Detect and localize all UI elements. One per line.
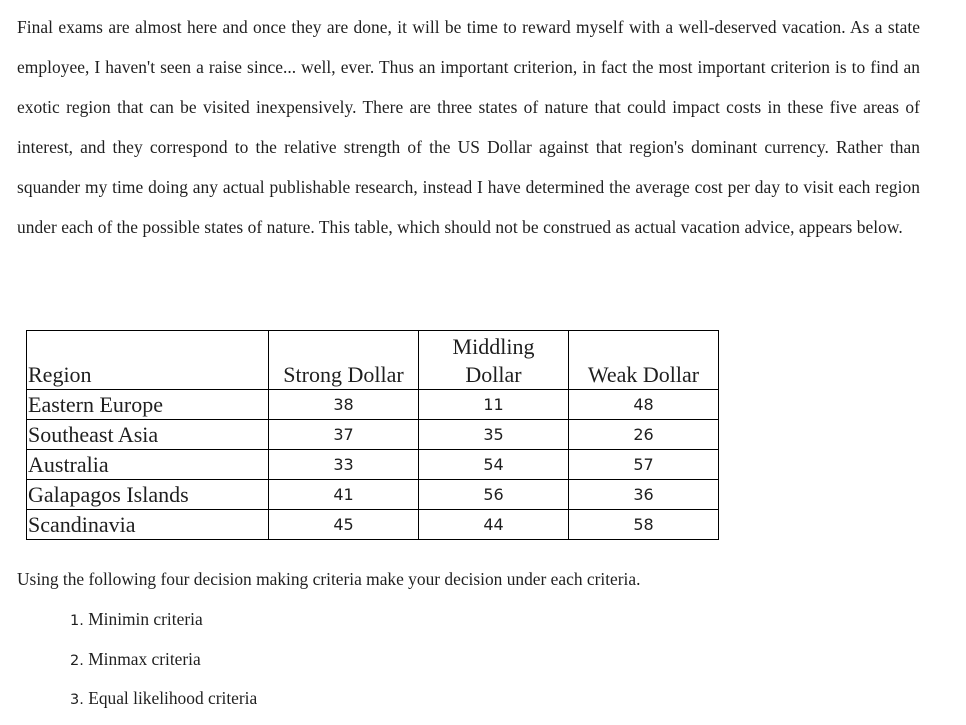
middling-dollar-cell: 11 bbox=[419, 390, 569, 420]
middling-dollar-cell: 56 bbox=[419, 480, 569, 510]
list-item bbox=[70, 685, 257, 725]
cost-table bbox=[26, 330, 719, 540]
list-item bbox=[70, 646, 257, 686]
question-text: Using the following four decision making criteria make your decision under each criteria. bbox=[17, 569, 641, 589]
table-row bbox=[27, 510, 719, 540]
header-middling-line2: Dollar bbox=[465, 362, 522, 387]
intro-paragraph: Final exams are almost here and once they are done, it will be time to reward myself with a well-deserved vacation. As a state employee, I haven't seen a raise since... well, ever. Thus an important criterion, in fact the most important criterion is to find an exotic region that can be visited inexpensively. There are three states of nature that could impact costs in these five areas of interest, and they correspond to the relative strength of the US Dollar against that region's dominant currency. Rather than squander my time doing any actual publishable research, instead I have determined the average cost per day to visit each region under each of the possible states of nature. This table, which should not be construed as actual vacation advice, appears below. bbox=[17, 17, 920, 237]
header-middling-dollar bbox=[419, 331, 569, 390]
list-item-label: Equal likelihood criteria bbox=[88, 688, 258, 708]
middling-dollar-cell: 35 bbox=[419, 420, 569, 450]
list-item bbox=[70, 606, 257, 646]
table-row bbox=[27, 450, 719, 480]
strong-dollar-cell: 38 bbox=[269, 390, 419, 420]
list-item-label: Minmax criteria bbox=[88, 648, 201, 669]
table-row bbox=[27, 420, 719, 450]
middling-dollar-cell: 54 bbox=[419, 450, 569, 480]
strong-dollar-cell: 41 bbox=[269, 480, 419, 510]
middling-dollar-cell: 44 bbox=[419, 510, 569, 540]
list-item-label: Minimin criteria bbox=[88, 609, 203, 629]
list-item-number: 1. bbox=[70, 613, 84, 629]
weak-dollar-cell: 26 bbox=[569, 420, 719, 450]
strong-dollar-cell: 33 bbox=[269, 450, 419, 480]
strong-dollar-cell: 45 bbox=[269, 510, 419, 540]
header-weak-dollar: Weak Dollar bbox=[569, 331, 719, 390]
region-cell: Galapagos Islands bbox=[27, 480, 269, 510]
table-row bbox=[27, 390, 719, 420]
header-middling-line1: Middling bbox=[452, 334, 535, 359]
list-item-number: 3. bbox=[70, 692, 84, 708]
region-cell: Australia bbox=[27, 450, 269, 480]
header-region: Region bbox=[27, 331, 269, 390]
header-strong-dollar: Strong Dollar bbox=[269, 331, 419, 390]
region-cell: Eastern Europe bbox=[27, 390, 269, 420]
weak-dollar-cell: 36 bbox=[569, 480, 719, 510]
region-cell: Southeast Asia bbox=[27, 420, 269, 450]
table-header-row bbox=[27, 331, 719, 390]
region-cell: Scandinavia bbox=[27, 510, 269, 540]
weak-dollar-cell: 58 bbox=[569, 510, 719, 540]
weak-dollar-cell: 57 bbox=[569, 450, 719, 480]
criteria-list bbox=[70, 606, 257, 725]
table-row bbox=[27, 480, 719, 510]
list-item-number: 2. bbox=[70, 652, 84, 669]
weak-dollar-cell: 48 bbox=[569, 390, 719, 420]
strong-dollar-cell: 37 bbox=[269, 420, 419, 450]
